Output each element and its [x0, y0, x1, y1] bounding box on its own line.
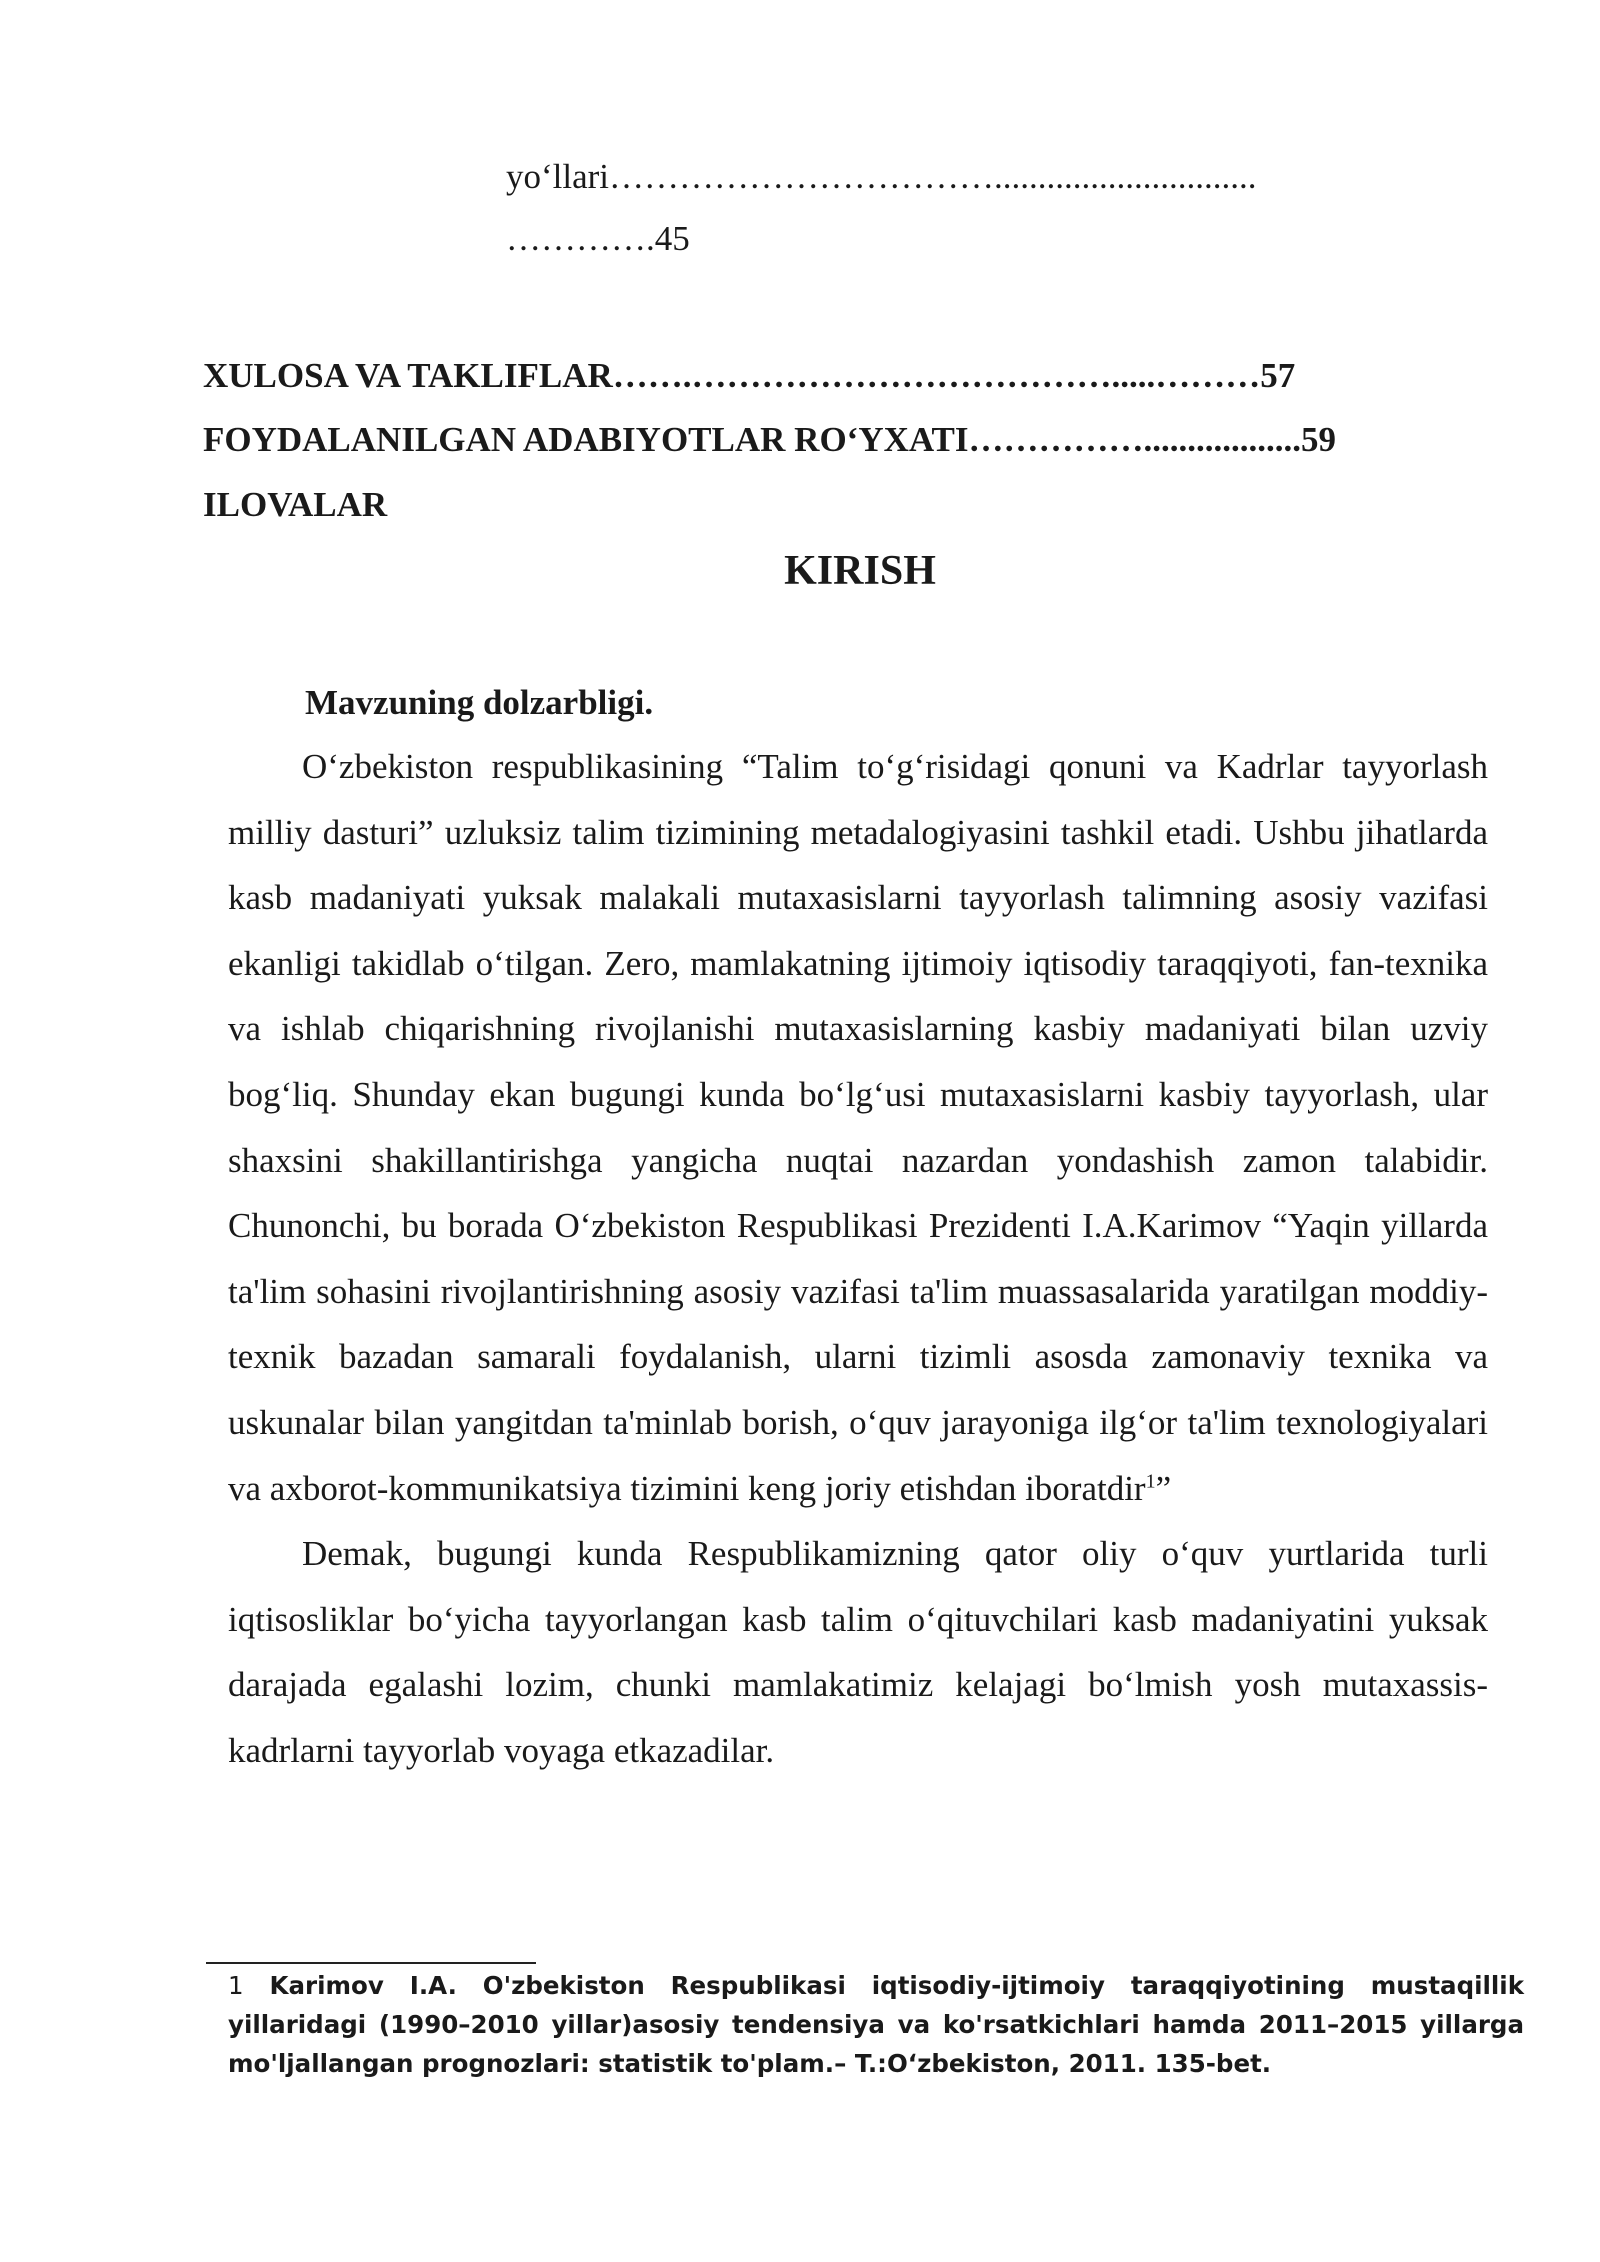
section-subheading: Mavzuning dolzarbligi.: [305, 683, 654, 722]
toc-continuation-line1: yoʻllari……………………………..............................: [506, 157, 1257, 196]
footnote-reference[interactable]: 1: [1145, 1469, 1156, 1492]
footnote-text: Karimov I.A. O'zbekiston Respublikasi iqtisodiy-ijtimoiy taraqqiyotining mustaqillik yillaridagi (1990–2010 yillar)asosiy tendensiya va ko'rsatkichlari hamda 2011–2015 yillarga mo'ljallangan prognozlari: statistik to'plam.– T.:Oʻzbekiston, 2011. 135-bet.: [228, 1971, 1525, 2078]
footnote-marker: 1: [228, 1971, 244, 2000]
body-text: [228, 734, 1488, 1784]
footnote: [228, 1966, 1524, 2083]
paragraph-1: [228, 734, 1488, 1521]
toc-entry-appendices[interactable]: ILOVALAR: [203, 485, 388, 524]
paragraph-1-end: ”: [1155, 1468, 1172, 1508]
toc-entry-references[interactable]: FOYDALANILGAN ADABIYOTLAR ROʻYXATI……………..................59: [203, 420, 1337, 459]
toc-entry-conclusions[interactable]: XULOSA VA TAKLIFLAR…….……………………………….....………57: [203, 356, 1296, 395]
paragraph-2: Demak, bugungi kunda Respublikamizning qator oliy oʻquv yurtlarida turli iqtisosliklar boʻyicha tayyorlangan kasb talim oʻqituvchilari kasb madaniyatini yuksak darajada egalashi lozim, chunki mamlakatimiz kelajagi boʻlmish yosh mutaxassis-kadrlarni tayyorlab voyaga etkazadilar.: [228, 1534, 1488, 1770]
paragraph-1-text: Oʻzbekiston respublikasining “Talim toʻgʻrisidagi qonuni va Kadrlar tayyorlash milliy dasturi” uzluksiz talim tizimining metadalogiyasini tashkil etadi. Ushbu jihatlarda kasb madaniyati yuksak malakali mutaxasislarni tayyorlash talimning asosiy vazifasi ekanligi takidlab oʻtilgan. Zero, mamlakatning ijtimoiy iqtisodiy taraqqiyoti, fan-texnika va ishlab chiqarishning rivojlanishi mutaxasislarning kasbiy madaniyati bilan uzviy bogʻliq. Shunday ekan bugungi kunda boʻlgʻusi mutaxasislarni kasbiy tayyorlash, ular shaxsini shakillantirishga yangicha nuqtai nazardan yondashish zamon talabidir. Chunonchi, bu borada Oʻzbekiston Respublikasi Prezidenti I.A.Karimov “Yaqin yillarda ta'lim sohasini rivojlantirishning asosiy vazifasi ta'lim muassasalarida yaratilgan moddiy-texnik bazadan samarali foydalanish, ularni tizimli asosda zamonaviy texnika va uskunalar bilan yangitdan ta'minlab borish, oʻquv jarayoniga ilgʻor ta'lim texnologiyalari va axborot-kommunikatsiya tizimini keng joriy etishdan iboratdir: [228, 747, 1488, 1508]
section-heading: KIRISH: [784, 548, 936, 594]
toc-continuation-line2: ………….45: [506, 219, 690, 258]
footnote-separator: [206, 1962, 536, 1964]
